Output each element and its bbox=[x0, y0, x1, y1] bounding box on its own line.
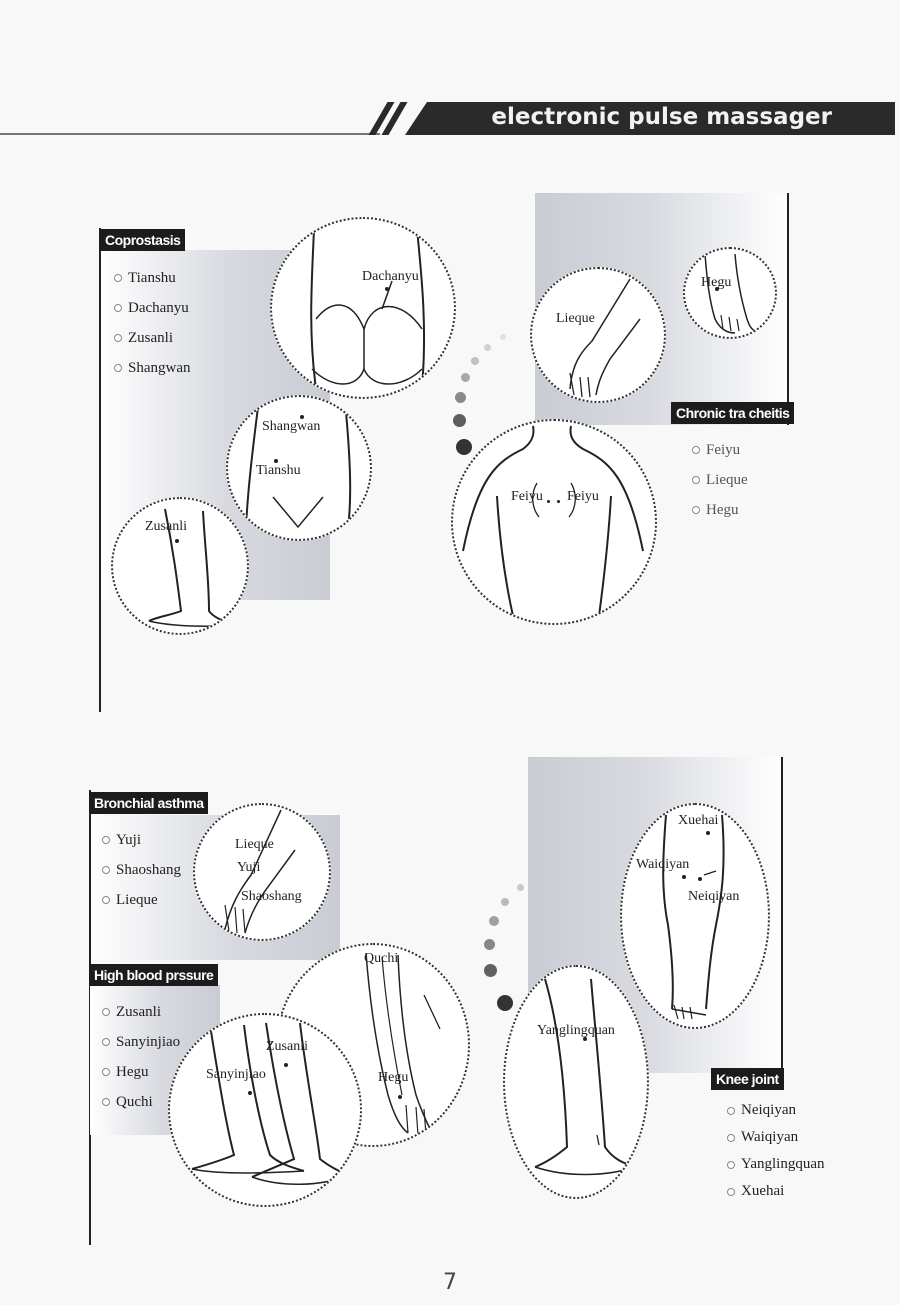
header-title: electronic pulse massager bbox=[491, 104, 832, 130]
arc-dot bbox=[517, 884, 524, 891]
bullet-icon bbox=[102, 836, 110, 844]
label-zusanli: Zusanli bbox=[145, 519, 187, 534]
arc-dot bbox=[484, 964, 497, 977]
asthma-figure bbox=[193, 803, 331, 941]
label-dachanyu: Dachanyu bbox=[362, 269, 419, 284]
arc-dot bbox=[484, 344, 491, 351]
list-item: Xuehai bbox=[727, 1178, 824, 1205]
arc-dot bbox=[484, 939, 495, 950]
coprostasis-title: Coprostasis bbox=[100, 229, 185, 251]
arc-dot bbox=[500, 334, 506, 340]
list-item: Lieque bbox=[102, 885, 181, 915]
label-shangwan: Shangwan bbox=[262, 419, 321, 434]
bullet-icon bbox=[114, 364, 122, 372]
label-feiyu-left: Feiyu bbox=[511, 489, 543, 504]
bullet-icon bbox=[102, 1098, 110, 1106]
knee-rule bbox=[781, 757, 783, 1073]
arc-dot bbox=[455, 392, 466, 403]
list-item: Shaoshang bbox=[102, 855, 181, 885]
bullet-icon bbox=[727, 1107, 735, 1115]
bullet-icon bbox=[692, 446, 700, 454]
bullet-icon bbox=[102, 1068, 110, 1076]
list-item: Yanglingquan bbox=[727, 1151, 824, 1178]
bullet-icon bbox=[102, 896, 110, 904]
list-item: Hegu bbox=[692, 495, 748, 525]
acupoint-dot bbox=[698, 877, 702, 881]
bullet-icon bbox=[727, 1188, 735, 1196]
list-item: Yuji bbox=[102, 825, 181, 855]
leg-illustration bbox=[505, 967, 647, 1197]
hbp-title: High blood prssure bbox=[89, 964, 218, 986]
acupoint-dot bbox=[398, 1095, 402, 1099]
hegu-figure bbox=[683, 247, 777, 339]
acupoint-dot bbox=[248, 1091, 252, 1095]
list-item: Shangwan bbox=[114, 353, 191, 383]
label-asthma-lieque: Lieque bbox=[235, 837, 274, 852]
label-asthma-shaoshang: Shaoshang bbox=[241, 889, 302, 904]
acupoint-dot bbox=[547, 500, 550, 503]
legs-illustration bbox=[170, 1015, 360, 1205]
label-hbp-zusanli: Zusanli bbox=[266, 1039, 308, 1054]
label-sanyinjiao: Sanyinjiao bbox=[206, 1067, 266, 1082]
sanyinjiao-figure bbox=[168, 1013, 362, 1207]
acupoint-dot bbox=[706, 831, 710, 835]
label-feiyu-right: Feiyu bbox=[567, 489, 599, 504]
acupoint-dot bbox=[385, 287, 389, 291]
chronic-list bbox=[692, 435, 748, 525]
feiyu-figure bbox=[451, 419, 657, 625]
arc-dot bbox=[461, 373, 470, 382]
label-hbp-hegu: Hegu bbox=[378, 1070, 409, 1085]
bullet-icon bbox=[692, 476, 700, 484]
buttocks-illustration bbox=[272, 219, 454, 397]
bullet-icon bbox=[727, 1161, 735, 1169]
yanglingquan-figure bbox=[503, 965, 649, 1199]
bullet-icon bbox=[727, 1134, 735, 1142]
header-rule bbox=[0, 133, 380, 135]
acupoint-dot bbox=[557, 500, 560, 503]
list-item: Feiyu bbox=[692, 435, 748, 465]
list-item: Zusanli bbox=[114, 323, 191, 353]
knee-list bbox=[727, 1097, 824, 1205]
acupoint-dot bbox=[682, 875, 686, 879]
bullet-icon bbox=[102, 866, 110, 874]
coprostasis-rule bbox=[99, 228, 101, 712]
bullet-icon bbox=[114, 274, 122, 282]
label-asthma-yuji: Yuji bbox=[237, 860, 261, 875]
asthma-title: Bronchial asthma bbox=[89, 792, 208, 814]
label-quchi: Quchi bbox=[364, 951, 399, 966]
list-item: Lieque bbox=[692, 465, 748, 495]
dachanyu-figure bbox=[270, 217, 456, 399]
bullet-icon bbox=[102, 1008, 110, 1016]
lieque-figure bbox=[530, 267, 666, 403]
abdomen-figure bbox=[226, 395, 372, 541]
arc-dot bbox=[471, 357, 479, 365]
knee-title: Knee joint bbox=[711, 1068, 784, 1090]
zusanli-figure bbox=[111, 497, 249, 635]
bullet-icon bbox=[102, 1038, 110, 1046]
list-item: Sanyinjiao bbox=[102, 1027, 180, 1057]
hand-illustration bbox=[532, 269, 664, 401]
bullet-icon bbox=[114, 304, 122, 312]
label-yanglingquan: Yanglingquan bbox=[537, 1023, 615, 1038]
label-tianshu: Tianshu bbox=[256, 463, 301, 478]
page-number: 7 bbox=[443, 1270, 457, 1295]
list-item: Waiqiyan bbox=[727, 1124, 824, 1151]
hand-illustration bbox=[685, 249, 775, 337]
label-hegu: Hegu bbox=[701, 275, 732, 290]
label-xuehai: Xuehai bbox=[678, 813, 719, 828]
list-item: Neiqiyan bbox=[727, 1097, 824, 1124]
list-item: Hegu bbox=[102, 1057, 180, 1087]
back-illustration bbox=[453, 421, 655, 623]
bullet-icon bbox=[114, 334, 122, 342]
coprostasis-list bbox=[114, 263, 191, 383]
list-item: Zusanli bbox=[102, 997, 180, 1027]
chronic-title: Chronic tra cheitis bbox=[671, 402, 794, 424]
list-item: Dachanyu bbox=[114, 293, 191, 323]
arc-dot bbox=[501, 898, 509, 906]
acupoint-dot bbox=[175, 539, 179, 543]
label-neiqiyan: Neiqiyan bbox=[688, 889, 740, 904]
arc-dot bbox=[489, 916, 499, 926]
hand-illustration bbox=[195, 805, 329, 939]
list-item: Tianshu bbox=[114, 263, 191, 293]
list-item: Quchi bbox=[102, 1087, 180, 1117]
label-waiqiyan: Waiqiyan bbox=[636, 857, 690, 872]
acupoint-dot bbox=[284, 1063, 288, 1067]
label-lieque: Lieque bbox=[556, 311, 595, 326]
asthma-list bbox=[102, 825, 181, 915]
chronic-rule bbox=[787, 193, 789, 425]
bullet-icon bbox=[692, 506, 700, 514]
